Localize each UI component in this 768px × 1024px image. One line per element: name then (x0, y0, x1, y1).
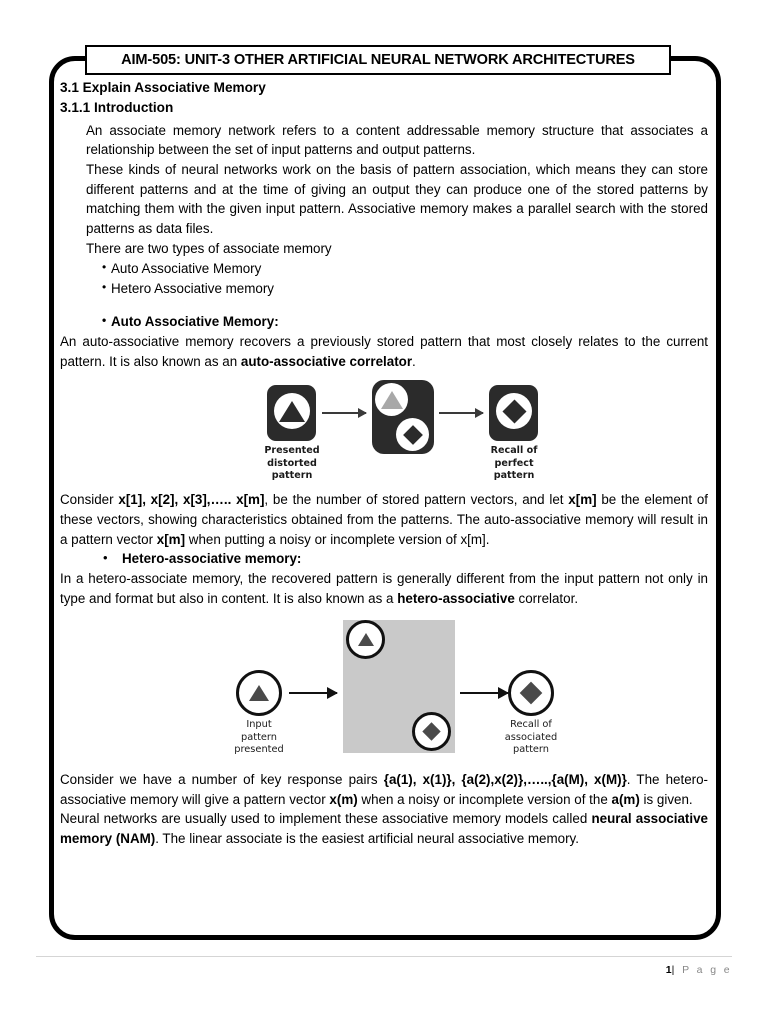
fig2-caption-right-line1: Recall of (510, 718, 552, 730)
triangle-icon (249, 685, 269, 701)
fig2-input-circle (236, 670, 282, 716)
nam-text-bold1: neural associative memory (NAM) (60, 811, 708, 846)
paragraph-auto-associative (60, 332, 708, 371)
fig1-caption-left-line1: Presented (264, 445, 320, 457)
auto-text-pre: An auto-associative memory recovers a previously stored pattern that most closely relates to the current pattern. It is also known as an (60, 333, 708, 369)
fig1-memory-circle-diamond (396, 418, 429, 451)
paragraph-intro-1: An associate memory network refers to a content addressable memory structure that associates a relationship between the set of input patterns and output patterns. (86, 122, 708, 158)
fig1-input-circle (274, 393, 310, 429)
fig1-memory-box (372, 380, 434, 454)
fig2-text-bold3: a(m) (611, 791, 640, 807)
footer-page-word: P a g e (682, 964, 732, 976)
auto-associative-heading-list (60, 312, 708, 332)
figure-hetero-associative-memory (60, 614, 708, 766)
fig2-text-seg2: . The hetero-associative memory will give a pattern vector (60, 771, 709, 807)
paragraph-after-fig1 (60, 490, 708, 549)
nam-text-seg1: Neural networks are usually used to implement these associative memory models called (60, 811, 592, 827)
triangle-icon (279, 401, 305, 422)
heading-3-1-1: 3.1.1 Introduction (60, 100, 174, 116)
heading-3-1: 3.1 Explain Associative Memory (60, 80, 266, 95)
footer-divider (36, 956, 732, 957)
fig1-caption-right-line3: pattern (493, 469, 535, 481)
figure-auto-associative-memory (60, 380, 708, 484)
fig1-arrow-2 (439, 412, 483, 414)
fig2-caption-right-line2: associated (504, 731, 558, 743)
fig1-text-bold2: x[m] (568, 492, 597, 508)
fig2-output-circle (508, 670, 554, 716)
fig2-arrow-2 (460, 692, 508, 694)
fig1-caption-right-line2: perfect (494, 457, 534, 469)
fig2-text-seg4: is given. (639, 791, 693, 807)
fig2-caption-left-line2: pattern (241, 731, 277, 743)
diamond-icon (520, 682, 543, 705)
footer-separator: | (671, 964, 677, 976)
diamond-icon (403, 425, 423, 445)
fig1-output-box (489, 385, 538, 441)
fig2-memory-circle-triangle (346, 620, 385, 659)
hetero-text-bold1: hetero-associative (397, 591, 515, 607)
fig1-memory-circle-triangle (375, 383, 408, 416)
paragraph-types-lead: There are two types of associate memory (86, 240, 332, 256)
fig2-text-bold2: x(m) (329, 791, 358, 807)
fig1-output-circle (496, 393, 532, 429)
fig2-text-seg1: Consider we have a number of key response pairs (60, 771, 384, 787)
diamond-icon (422, 722, 440, 740)
fig2-memory-circle-diamond (412, 712, 451, 751)
fig1-text-bold1: x[1], x[2], x[3],….. x[m] (118, 492, 265, 508)
hetero-associative-heading-list (60, 549, 708, 569)
fig2-caption-left-line3: presented (234, 744, 284, 756)
fig1-text-seg2: , be the number of stored pattern vectors, and let (264, 492, 569, 508)
spacer (60, 299, 708, 312)
hetero-text-seg1: In a hetero-associate memory, the recovered pattern is generally different from the input pattern not only in type and format but also in content. It is also known as a (60, 571, 708, 607)
auto-text-bold: auto-associative correlator (240, 353, 413, 369)
fig2-caption-left-line1: Input (246, 718, 272, 730)
fig1-input-box (267, 385, 316, 441)
hetero-text-seg2: correlator. (514, 591, 579, 607)
paragraph-after-fig2-1 (60, 770, 708, 809)
paragraph-intro-2: These kinds of neural networks work on the basis of pattern association, which means they can store different patterns and at the time of giving an output they can produce one of the stored patterns by matching them with the given input pattern. Associative memory makes a parallel search with the stored patterns as data files. (86, 162, 708, 237)
footer-page-number: 1 (665, 964, 672, 976)
document-header-box (85, 45, 671, 75)
triangle-icon (381, 391, 403, 409)
fig2-arrow-1 (289, 692, 337, 694)
paragraph-hetero-associative (60, 569, 708, 608)
page-footer (666, 964, 732, 976)
list-item-auto: • Auto Associative Memory (102, 259, 708, 279)
fig1-caption-right-line1: Recall of (490, 445, 538, 457)
associate-memory-type-list (60, 259, 708, 299)
fig2-caption-left (205, 719, 313, 757)
fig1-caption-left-line3: pattern (271, 469, 313, 481)
fig2-caption-right-line3: pattern (513, 744, 549, 756)
bullet-heading-auto-associative: • Auto Associative Memory: (102, 312, 708, 332)
auto-text-post: . (412, 353, 416, 369)
fig1-text-seg4: when putting a noisy or incomplete version of x[m]. (185, 531, 490, 547)
fig1-arrow-1 (322, 412, 366, 414)
nam-text-seg2: . The linear associate is the easiest artificial neural associative memory. (155, 830, 579, 846)
paragraph-after-fig2-2 (60, 809, 708, 848)
fig1-text-seg3: be the element of these vectors, showing characteristics obtained from the patterns. The auto-associative memory will result in a pattern vector (60, 492, 708, 547)
fig1-text-bold3: x[m] (156, 531, 186, 547)
diamond-icon (502, 399, 526, 423)
triangle-icon (358, 633, 374, 646)
fig1-caption-left-line2: distorted (267, 457, 317, 469)
fig1-caption-right (460, 445, 568, 482)
fig1-text-seg1: Consider (60, 492, 119, 508)
bullet-heading-hetero-associative: • Hetero-associative memory: (101, 549, 708, 569)
fig2-text-bold1: {a(1), x(1)}, {a(2),x(2)},…..,{a(M), x(M)} (383, 771, 627, 787)
fig2-caption-right (477, 719, 585, 757)
list-item-hetero: • Hetero Associative memory (102, 279, 708, 299)
document-header-title: AIM-505: UNIT-3 OTHER ARTIFICIAL NEURAL NETWORK ARCHITECTURES (121, 52, 635, 68)
fig2-text-seg3: when a noisy or incomplete version of the (357, 791, 612, 807)
document-content (60, 78, 708, 849)
fig1-caption-left (238, 445, 346, 482)
